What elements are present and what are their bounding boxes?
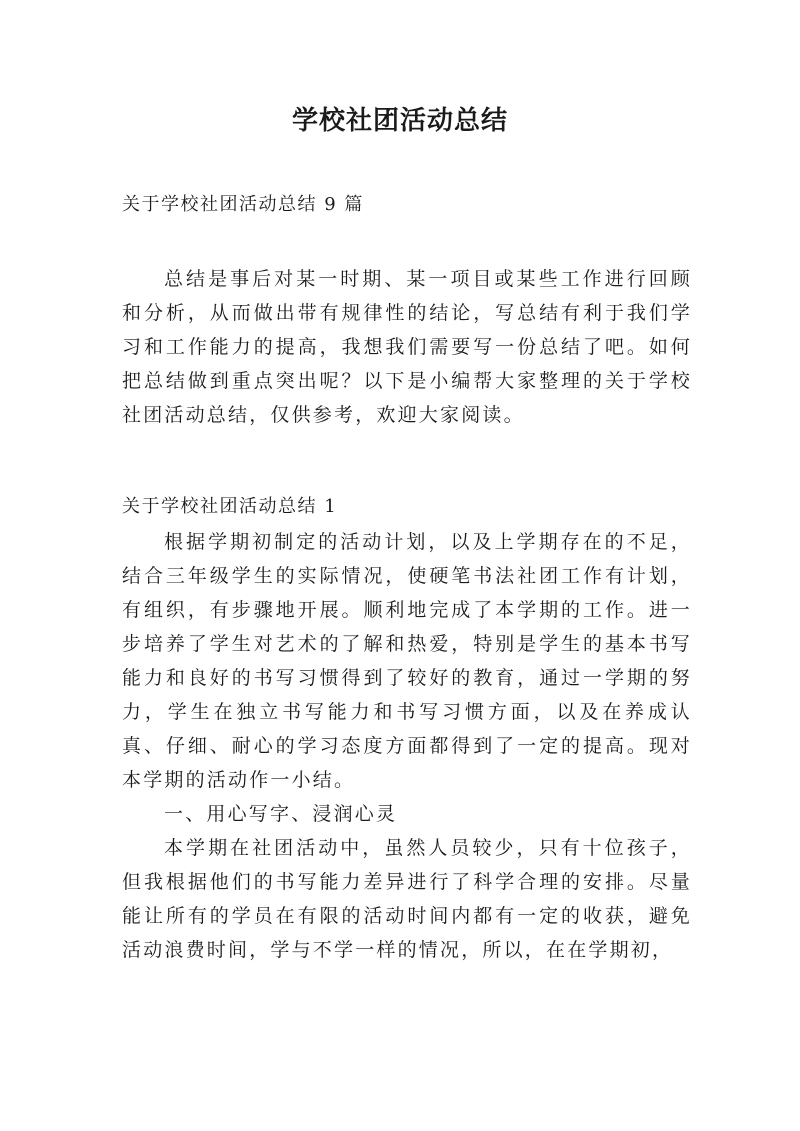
document-title: 学校社团活动总结 bbox=[291, 106, 508, 136]
section-heading: 关于学校社团活动总结 1 bbox=[122, 496, 338, 517]
section-body bbox=[122, 525, 692, 967]
subsection-heading: 一、用心写字、浸润心灵 bbox=[164, 803, 398, 825]
body-paragraph: 根据学期初制定的活动计划，以及上学期存在的不足，结合三年级学生的实际情况，使硬笔书法社团工作有计划，有组织，有步骤地开展。顺利地完成了本学期的工作。进一步培养了学生对艺术的了解和热爱，特别是学生的基本书写能力和良好的书写习惯得到了较好的教育，通过一学期的努力，学生在独立书写能力和书写习惯方面，以及在养成认真、仔细、耐心的学习态度方面都得到了一定的提高。现对本学期的活动作一小结。 bbox=[122, 531, 692, 791]
body-paragraph: 本学期在社团活动中，虽然人员较少，只有十位孩子，但我根据他们的书写能力差异进行了科学合理的安排。尽量能让所有的学员在有限的活动时间内都有一定的收获，避免活动浪费时间，学与不学一样的情况，所以，在在学期初， bbox=[122, 837, 692, 961]
intro-paragraph: 总结是事后对某一时期、某一项目或某些工作进行回顾和分析，从而做出带有规律性的结论，写总结有利于我们学习和工作能力的提高，我想我们需要写一份总结了吧。如何把总结做到重点突出呢？以下是小编帮大家整理的关于学校社团活动总结，仅供参考，欢迎大家阅读。 bbox=[122, 268, 692, 426]
document-subtitle: 关于学校社团活动总结 9 篇 bbox=[122, 194, 364, 215]
